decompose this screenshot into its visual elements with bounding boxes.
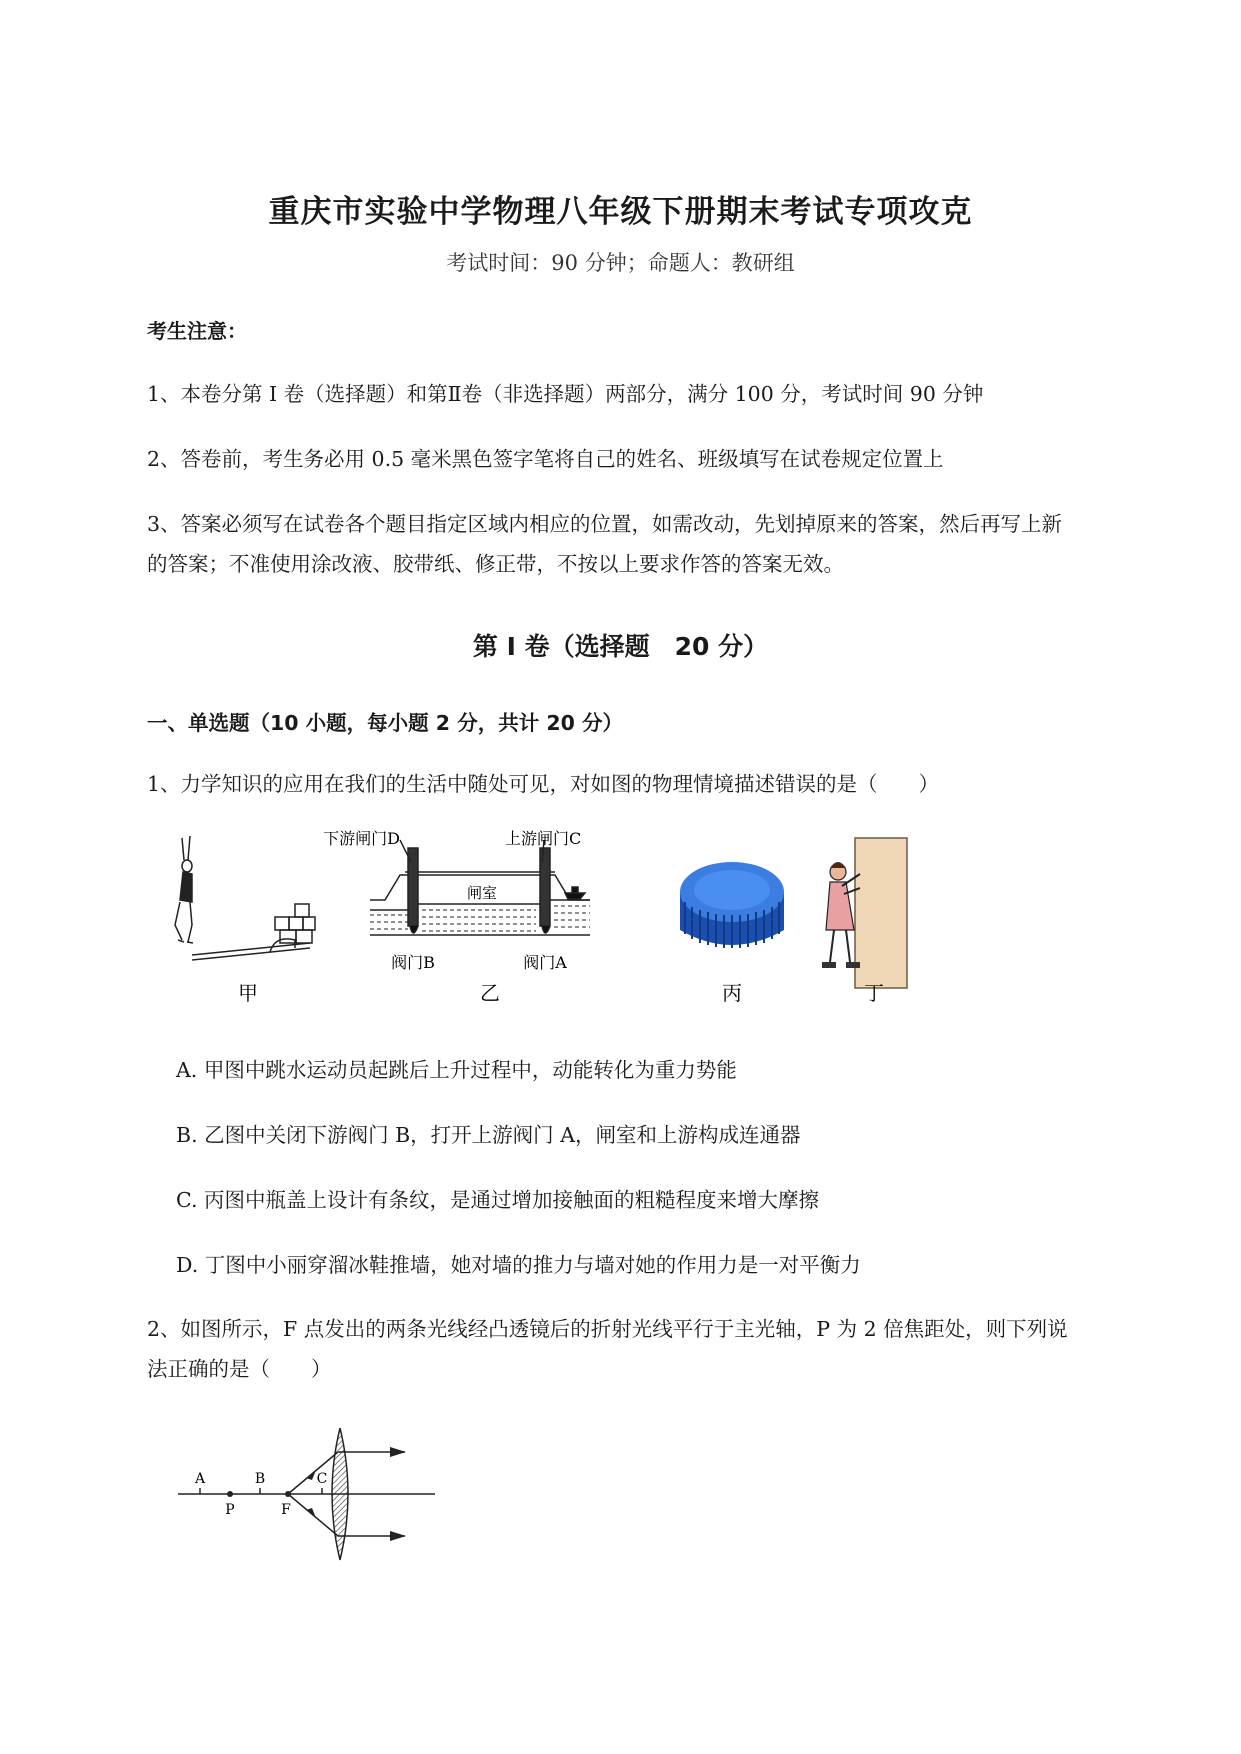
part-heading: 一、单选题（10 小题，每小题 2 分，共计 20 分） [147,711,624,735]
question-1-option-c: C. 丙图中瓶盖上设计有条纹，是通过增加接触面的粗糙程度来增大摩擦 [176,1188,819,1212]
girl-pushing-wall-illustration [822,838,907,988]
figure-label-bing: 丙 [722,981,742,1005]
label-b: B [254,1471,266,1487]
section-title: 第 I 卷（选择题 20 分） [472,632,769,661]
question-1-option-a: A. 甲图中跳水运动员起跳后上升过程中，动能转化为重力势能 [176,1058,737,1082]
label-gate-d: 下游闸门D [323,830,400,848]
question-1-option-d: D. 丁图中小丽穿溜冰鞋推墙，她对墙的推力与墙对她的作用力是一对平衡力 [176,1253,861,1277]
convex-lens-ray-diagram [178,1428,435,1560]
label-a: A [194,1471,206,1487]
exam-info: 考试时间：90 分钟；命题人：教研组 [446,251,795,275]
question-1-option-b: B. 乙图中关闭下游阀门 B，打开上游阀门 A，闸室和上游构成连通器 [176,1123,801,1147]
label-valve-a: 阀门A [523,953,567,972]
figure-label-jia: 甲 [238,981,258,1005]
label-f: F [281,1502,291,1518]
label-c: C [316,1471,328,1487]
notice-item-3-cont: 的答案；不准使用涂改液、胶带纸、修正带，不按以上要求作答的答案无效。 [147,552,844,576]
arrowhead [306,1470,316,1480]
label-gate-c: 上游闸门C [505,830,582,848]
arrowhead [390,1447,406,1457]
notice-item-2: 2、答卷前，考生务必用 0.5 毫米黑色签字笔将自己的姓名、班级填写在试卷规定位置上 [147,447,944,471]
arrowhead [390,1531,406,1541]
point-f [285,1491,291,1497]
point-p [227,1491,233,1497]
question-1-figure [170,830,920,1010]
question-2-stem-cont: 法正确的是（ ） [147,1357,332,1381]
diver-illustration [175,836,315,960]
question-2-stem: 2、如图所示，F 点发出的两条光线经凸透镜后的折射光线平行于主光轴，P 为 2 倍焦距处，则下列说 [147,1317,1068,1341]
figure-label-ding: 丁 [864,981,884,1005]
arrowhead [306,1508,316,1518]
label-p: P [225,1502,235,1518]
question-2-figure [170,1420,450,1570]
question-1-stem: 1、力学知识的应用在我们的生活中随处可见，对如图的物理情境描述错误的是（ ） [147,772,940,796]
label-chamber: 闸室 [466,884,498,902]
notice-item-1: 1、本卷分第 I 卷（选择题）和第Ⅱ卷（非选择题）两部分，满分 100 分，考试时间 90 分钟 [147,382,984,406]
bottle-cap-illustration [680,862,784,948]
notice-heading: 考生注意： [147,319,247,343]
label-valve-b: 阀门B [391,953,435,972]
figure-label-yi: 乙 [480,981,500,1005]
page-title: 重庆市实验中学物理八年级下册期末考试专项攻克 [268,194,973,230]
notice-item-3: 3、答案必须写在试卷各个题目指定区域内相应的位置，如需改动，先划掉原来的答案，然后再写上新 [147,512,1063,536]
